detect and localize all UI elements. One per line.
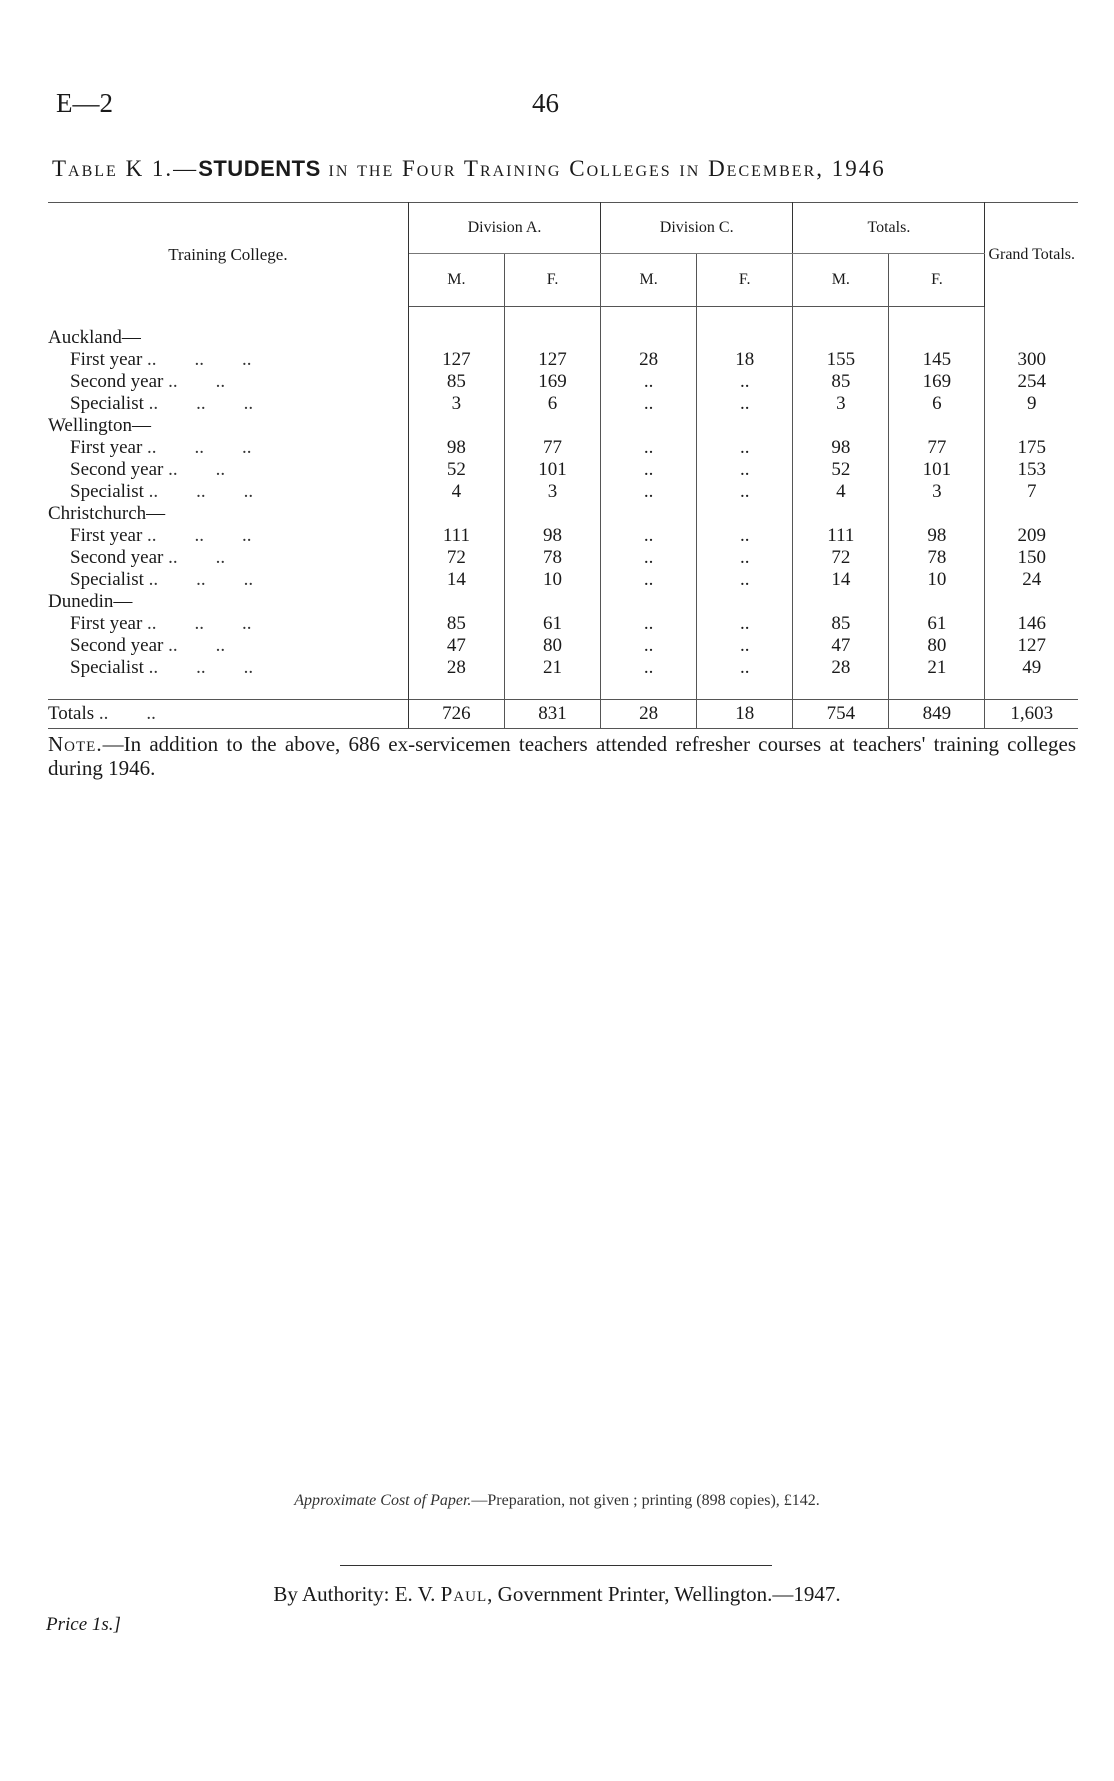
division-a-m-header: M. <box>408 254 504 307</box>
table-cell: .. <box>697 459 793 481</box>
footer-divider <box>340 1565 772 1566</box>
table-cell: 98 <box>793 437 889 459</box>
spacer-row <box>48 307 1078 328</box>
table-cell: 127 <box>504 349 600 371</box>
table-cell: .. <box>601 481 697 503</box>
empty-cell <box>697 591 793 613</box>
empty-cell <box>601 679 697 700</box>
dot-leader: .. .. .. <box>148 569 254 590</box>
table-cell: 127 <box>408 349 504 371</box>
table-cell: .. <box>697 547 793 569</box>
row-label-text: Second year <box>70 547 164 568</box>
table-cell: 169 <box>889 371 985 393</box>
price: Price 1s.] <box>46 1614 121 1635</box>
table-row <box>48 459 1078 481</box>
table-row <box>48 525 1078 547</box>
empty-cell <box>504 307 600 328</box>
empty-cell <box>601 415 697 437</box>
table-cell: 1,603 <box>985 700 1078 729</box>
dot-leader: .. .. .. <box>147 613 252 634</box>
table-cell: .. <box>601 459 697 481</box>
empty-cell <box>697 679 793 700</box>
row-label <box>48 437 408 459</box>
dot-leader: .. .. .. <box>147 349 252 370</box>
empty-cell <box>601 307 697 328</box>
table-cell: .. <box>601 569 697 591</box>
table-row <box>48 547 1078 569</box>
table-cell: 47 <box>793 635 889 657</box>
empty-cell <box>697 503 793 525</box>
row-label <box>48 481 408 503</box>
table-cell: 21 <box>889 657 985 679</box>
table-cell: 726 <box>408 700 504 729</box>
empty-cell <box>504 591 600 613</box>
college-name: Christchurch— <box>48 503 166 524</box>
table-cell: 127 <box>985 635 1078 657</box>
table-cell: .. <box>697 525 793 547</box>
table-cell: 72 <box>793 547 889 569</box>
empty-cell <box>889 591 985 613</box>
table-cell: 101 <box>889 459 985 481</box>
totals-group-header: Totals. <box>793 203 985 254</box>
table-cell: .. <box>697 569 793 591</box>
table-cell: 169 <box>504 371 600 393</box>
empty-cell <box>793 307 889 328</box>
table-cell: 9 <box>985 393 1078 415</box>
empty-cell <box>601 503 697 525</box>
division-c-m-header: M. <box>601 254 697 307</box>
table-row <box>48 613 1078 635</box>
totals-label <box>48 700 408 729</box>
division-a-f-header: F. <box>504 254 600 307</box>
empty-cell <box>408 679 504 700</box>
table-cell: 52 <box>408 459 504 481</box>
table-cell: 78 <box>889 547 985 569</box>
table-cell: .. <box>601 393 697 415</box>
table-row <box>48 437 1078 459</box>
table-cell: 831 <box>504 700 600 729</box>
table-cell: 101 <box>504 459 600 481</box>
table-cell: 61 <box>504 613 600 635</box>
table-cell: .. <box>697 371 793 393</box>
table-cell: 6 <box>504 393 600 415</box>
table-cell: 77 <box>504 437 600 459</box>
table-cell: 10 <box>889 569 985 591</box>
table-row <box>48 569 1078 591</box>
table-cell: 18 <box>697 700 793 729</box>
row-label-text: Specialist <box>70 657 144 678</box>
table-cell: 10 <box>504 569 600 591</box>
empty-cell <box>504 327 600 349</box>
table-cell: 78 <box>504 547 600 569</box>
table-body <box>48 307 1078 729</box>
grand-totals-header: Grand Totals. <box>985 203 1078 307</box>
table-cell: 52 <box>793 459 889 481</box>
empty-cell <box>889 307 985 328</box>
table-cell: 18 <box>697 349 793 371</box>
authority-name: Paul <box>440 1582 488 1606</box>
college-name: Auckland— <box>48 327 141 348</box>
row-label <box>48 393 408 415</box>
college-row <box>48 503 1078 525</box>
empty-cell <box>889 503 985 525</box>
row-label <box>48 459 408 481</box>
table-cell: 49 <box>985 657 1078 679</box>
table-cell: 14 <box>408 569 504 591</box>
table-cell: 175 <box>985 437 1078 459</box>
table-cell: 254 <box>985 371 1078 393</box>
table-cell: 21 <box>504 657 600 679</box>
row-label <box>48 349 408 371</box>
empty-cell <box>697 307 793 328</box>
title-rest: in the Four Training Colleges in December, 1946 <box>320 156 886 181</box>
table-cell: 3 <box>504 481 600 503</box>
row-label-text: Specialist <box>70 481 144 502</box>
spacer-row <box>48 679 1078 700</box>
table-cell: 111 <box>408 525 504 547</box>
row-label-text: First year <box>70 525 143 546</box>
table-cell: 150 <box>985 547 1078 569</box>
table-cell: 72 <box>408 547 504 569</box>
table-cell: 80 <box>889 635 985 657</box>
row-label <box>48 547 408 569</box>
division-c-f-header: F. <box>697 254 793 307</box>
row-label-text: First year <box>70 349 143 370</box>
table-cell: 47 <box>408 635 504 657</box>
row-label-text: Second year <box>70 371 164 392</box>
table-cell: 28 <box>793 657 889 679</box>
table-row <box>48 481 1078 503</box>
table-row <box>48 371 1078 393</box>
table-cell: 85 <box>793 371 889 393</box>
table-cell: .. <box>601 371 697 393</box>
empty-cell <box>985 503 1078 525</box>
empty-cell <box>793 415 889 437</box>
college-column-header: Training College. <box>48 203 408 307</box>
dot-leader: .. .. .. <box>147 437 252 458</box>
table-cell: 85 <box>408 613 504 635</box>
table-cell: 28 <box>408 657 504 679</box>
empty-cell <box>985 415 1078 437</box>
cost-text: —Preparation, not given ; printing (898 copies), £142. <box>471 1492 820 1509</box>
totals-row <box>48 700 1078 729</box>
dot-leader: .. .. <box>168 371 226 392</box>
dot-leader: .. .. .. <box>148 657 254 678</box>
empty-cell <box>793 503 889 525</box>
table-cell: 3 <box>408 393 504 415</box>
authority-suffix: , Government Printer, Wellington.—1947. <box>487 1582 841 1606</box>
empty-cell <box>601 327 697 349</box>
table-cell: 80 <box>504 635 600 657</box>
report-reference: E—2 <box>56 88 113 118</box>
table-cell: .. <box>601 657 697 679</box>
table-cell: 3 <box>889 481 985 503</box>
empty-cell <box>889 679 985 700</box>
empty-cell <box>697 327 793 349</box>
empty-cell <box>504 503 600 525</box>
dot-leader: .. .. <box>168 635 226 656</box>
table-cell: 14 <box>793 569 889 591</box>
empty-cell <box>408 415 504 437</box>
empty-cell <box>985 327 1078 349</box>
empty-cell <box>793 591 889 613</box>
college-row <box>48 591 1078 613</box>
empty-cell <box>408 503 504 525</box>
division-c-header: Division C. <box>601 203 793 254</box>
table-row <box>48 349 1078 371</box>
authority-prefix: By Authority: E. V. <box>273 1582 441 1606</box>
note-text: —In addition to the above, 686 ex-servicemen teachers attended refresher courses at teachers' training colleges during 1946. <box>48 732 1076 780</box>
empty-cell <box>504 415 600 437</box>
empty-cell <box>408 327 504 349</box>
empty-cell <box>985 679 1078 700</box>
totals-f-header: F. <box>889 254 985 307</box>
note-lead: Note. <box>48 732 103 756</box>
table-cell: 6 <box>889 393 985 415</box>
empty-cell <box>408 307 504 328</box>
dot-leader: .. .. .. <box>147 525 252 546</box>
empty-cell <box>504 679 600 700</box>
table-cell: 153 <box>985 459 1078 481</box>
table-row <box>48 657 1078 679</box>
table-cell: 24 <box>985 569 1078 591</box>
row-label-text: Specialist <box>70 393 144 414</box>
table-cell: 145 <box>889 349 985 371</box>
table-cell: .. <box>601 525 697 547</box>
college-name: Wellington— <box>48 415 151 436</box>
row-label-text: Second year <box>70 459 164 480</box>
row-label <box>48 371 408 393</box>
table-cell: .. <box>601 635 697 657</box>
table-cell: 85 <box>793 613 889 635</box>
empty-cell <box>985 307 1078 328</box>
table-cell: .. <box>697 635 793 657</box>
table-cell: 4 <box>793 481 889 503</box>
empty-cell <box>793 679 889 700</box>
table-cell: 209 <box>985 525 1078 547</box>
table-cell: 28 <box>601 349 697 371</box>
cost-label: Approximate Cost of Paper. <box>294 1492 472 1509</box>
table-row <box>48 635 1078 657</box>
row-label <box>48 525 408 547</box>
dot-leader: .. .. .. <box>148 481 254 502</box>
table-cell: 3 <box>793 393 889 415</box>
table-cell: .. <box>601 437 697 459</box>
row-label-text: Specialist <box>70 569 144 590</box>
empty-cell <box>985 591 1078 613</box>
table-cell: 98 <box>408 437 504 459</box>
table-cell: 4 <box>408 481 504 503</box>
title-bold: STUDENTS <box>198 156 321 181</box>
table-cell: 754 <box>793 700 889 729</box>
students-table <box>48 202 1078 729</box>
empty-cell <box>889 327 985 349</box>
page-number: 46 <box>532 88 559 118</box>
table-cell: 85 <box>408 371 504 393</box>
college-row <box>48 327 1078 349</box>
row-label-text: First year <box>70 437 143 458</box>
table-title <box>52 156 1062 182</box>
empty-cell <box>408 591 504 613</box>
table-cell: 300 <box>985 349 1078 371</box>
row-label <box>48 657 408 679</box>
college-row <box>48 415 1078 437</box>
row-label <box>48 635 408 657</box>
table-row <box>48 393 1078 415</box>
empty-cell <box>697 415 793 437</box>
table-cell: 98 <box>889 525 985 547</box>
table-cell: .. <box>601 613 697 635</box>
table-cell: 146 <box>985 613 1078 635</box>
table-cell: .. <box>697 657 793 679</box>
dot-leader: .. .. .. <box>148 393 254 414</box>
table-cell: .. <box>697 437 793 459</box>
row-label-text: First year <box>70 613 143 634</box>
empty-cell <box>889 415 985 437</box>
table-cell: .. <box>697 613 793 635</box>
row-label-text: Second year <box>70 635 164 656</box>
printer-authority <box>0 1582 1114 1607</box>
dot-leader: .. .. <box>98 703 156 724</box>
empty-cell <box>601 591 697 613</box>
dot-leader: .. .. <box>168 547 226 568</box>
table-cell: 849 <box>889 700 985 729</box>
table-cell: 7 <box>985 481 1078 503</box>
table-cell: .. <box>697 481 793 503</box>
table-cell: 28 <box>601 700 697 729</box>
totals-m-header: M. <box>793 254 889 307</box>
college-name: Dunedin— <box>48 591 133 612</box>
division-a-header: Division A. <box>408 203 600 254</box>
totals-label-text: Totals <box>48 703 95 724</box>
table-note <box>48 732 1076 780</box>
table-cell: 77 <box>889 437 985 459</box>
table-cell: .. <box>697 393 793 415</box>
table-cell: 111 <box>793 525 889 547</box>
dot-leader: .. .. <box>168 459 226 480</box>
row-label <box>48 569 408 591</box>
table-cell: 155 <box>793 349 889 371</box>
empty-cell <box>793 327 889 349</box>
title-prefix: Table K 1.— <box>52 156 199 181</box>
table-cell: .. <box>601 547 697 569</box>
row-label <box>48 613 408 635</box>
table-cell: 61 <box>889 613 985 635</box>
table-cell: 98 <box>504 525 600 547</box>
cost-of-paper <box>0 1492 1114 1510</box>
